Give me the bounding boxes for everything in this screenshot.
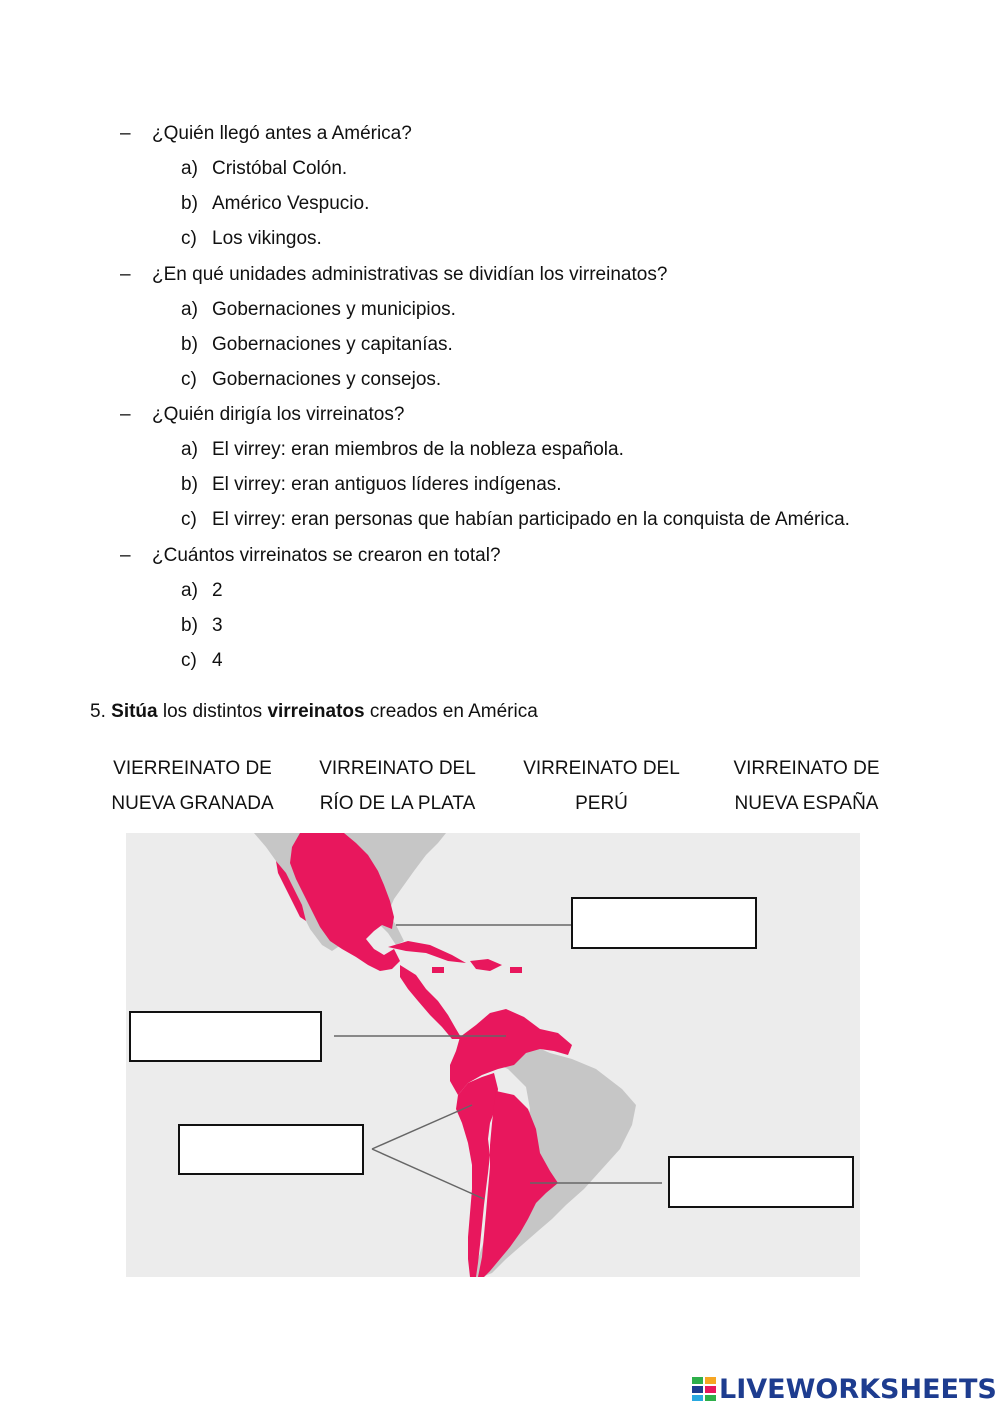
option-label: c) <box>181 650 197 671</box>
option-4c[interactable] <box>181 650 223 672</box>
question-2 <box>120 264 667 286</box>
word-line: NUEVA GRANADA <box>111 793 274 814</box>
word-nueva-espana[interactable] <box>704 751 909 821</box>
dash-bullet: – <box>120 123 131 144</box>
answer-box-nueva-granada[interactable] <box>129 1011 322 1062</box>
word-line: PERÚ <box>575 793 628 814</box>
word-nueva-granada[interactable] <box>90 751 295 821</box>
option-2c[interactable] <box>181 369 441 391</box>
option-text: Cristóbal Colón. <box>212 158 348 179</box>
question-3 <box>120 404 404 426</box>
liveworksheets-logo <box>692 1372 997 1406</box>
option-text: 4 <box>212 650 223 671</box>
option-3b[interactable] <box>181 474 562 496</box>
answer-box-peru[interactable] <box>178 1124 364 1175</box>
option-1a[interactable] <box>181 158 347 180</box>
option-label: a) <box>181 299 198 320</box>
dash-bullet: – <box>120 545 131 566</box>
word-line: VIRREINATO DE <box>733 758 880 779</box>
option-1b[interactable] <box>181 193 369 215</box>
option-label: b) <box>181 615 198 636</box>
question-4 <box>120 545 501 567</box>
option-label: a) <box>181 439 198 460</box>
question-text: ¿Quién dirigía los virreinatos? <box>152 404 405 425</box>
word-rio-de-la-plata[interactable] <box>295 751 500 821</box>
option-text: Gobernaciones y consejos. <box>212 369 442 390</box>
question-text: ¿Quién llegó antes a América? <box>152 123 412 144</box>
word-line: VIERREINATO DE <box>113 758 272 779</box>
option-label: c) <box>181 369 197 390</box>
logo-text: LIVEWORKSHEETS <box>719 1373 997 1405</box>
section-end: creados en América <box>369 701 538 722</box>
option-label: b) <box>181 193 198 214</box>
question-1 <box>120 123 412 145</box>
option-2b[interactable] <box>181 334 453 356</box>
word-line: VIRREINATO DEL <box>319 758 476 779</box>
option-text: 2 <box>212 580 223 601</box>
map-puerto-rico <box>510 967 522 973</box>
option-text: Gobernaciones y capitanías. <box>212 334 453 355</box>
word-line: NUEVA ESPAÑA <box>734 793 879 814</box>
section-verb: Sitúa <box>111 701 158 722</box>
option-2a[interactable] <box>181 299 456 321</box>
option-label: a) <box>181 580 198 601</box>
option-text: El virrey: eran antiguos líderes indígenas. <box>212 474 562 495</box>
option-label: b) <box>181 334 198 355</box>
option-label: b) <box>181 474 198 495</box>
option-text: Américo Vespucio. <box>212 193 370 214</box>
option-label: c) <box>181 228 197 249</box>
option-label: a) <box>181 158 198 179</box>
answer-box-rio-de-la-plata[interactable] <box>668 1156 854 1208</box>
logo-icon <box>692 1377 716 1401</box>
option-3c[interactable] <box>181 509 850 531</box>
option-1c[interactable] <box>181 228 322 250</box>
dash-bullet: – <box>120 264 131 285</box>
map-jamaica <box>432 967 444 973</box>
word-line: VIRREINATO DEL <box>523 758 680 779</box>
word-line: RÍO DE LA PLATA <box>319 793 476 814</box>
option-text: El virrey: eran personas que habían participado en la conquista de América. <box>212 509 850 530</box>
option-4b[interactable] <box>181 615 223 637</box>
option-label: c) <box>181 509 197 530</box>
question-text: ¿Cuántos virreinatos se crearon en total? <box>152 545 501 566</box>
section-keyword: virreinatos <box>267 701 365 722</box>
word-peru[interactable] <box>499 751 704 821</box>
option-3a[interactable] <box>181 439 624 461</box>
option-4a[interactable] <box>181 580 223 602</box>
option-text: Los vikingos. <box>212 228 322 249</box>
dash-bullet: – <box>120 404 131 425</box>
option-text: Gobernaciones y municipios. <box>212 299 456 320</box>
answer-box-nueva-espana[interactable] <box>571 897 757 949</box>
option-text: El virrey: eran miembros de la nobleza española. <box>212 439 624 460</box>
section-number: 5. <box>90 701 106 722</box>
question-text: ¿En qué unidades administrativas se dividían los virreinatos? <box>152 264 668 285</box>
section-mid: los distintos <box>162 701 263 722</box>
option-text: 3 <box>212 615 223 636</box>
section-5-heading <box>90 701 538 723</box>
